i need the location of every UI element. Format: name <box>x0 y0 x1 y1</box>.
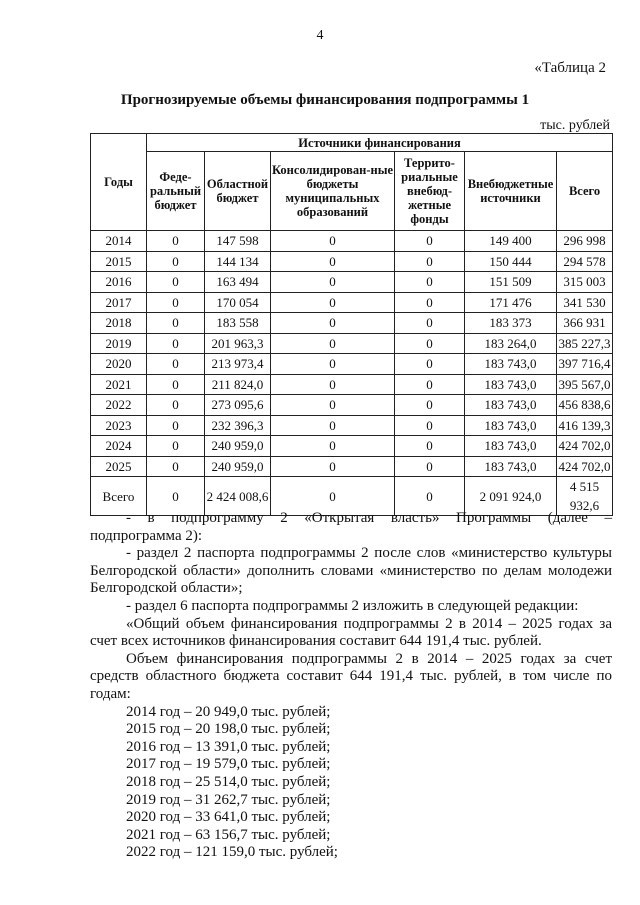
cell-municipal: 0 <box>271 272 395 293</box>
cell-regional: 232 396,3 <box>205 415 271 436</box>
table-row <box>91 292 613 313</box>
cell-year: 2017 <box>91 292 147 313</box>
cell-total: 4 515 932,6 <box>557 477 613 516</box>
body-text <box>90 510 612 862</box>
cell-total: 341 530 <box>557 292 613 313</box>
cell-extrabudgetary: 183 743,0 <box>465 415 557 436</box>
cell-total: 424 702,0 <box>557 436 613 457</box>
cell-municipal: 0 <box>271 415 395 436</box>
table-label: «Таблица 2 <box>534 60 606 76</box>
cell-municipal: 0 <box>271 251 395 272</box>
group-header-sources: Источники финансирования <box>147 134 613 152</box>
cell-total: 294 578 <box>557 251 613 272</box>
cell-federal: 0 <box>147 272 205 293</box>
cell-year: 2021 <box>91 374 147 395</box>
cell-regional: 240 959,0 <box>205 456 271 477</box>
cell-federal: 0 <box>147 313 205 334</box>
cell-regional: 201 963,3 <box>205 333 271 354</box>
cell-extrabudgetary: 151 509 <box>465 272 557 293</box>
cell-total: 296 998 <box>557 231 613 252</box>
year-line: 2019 год – 31 262,7 тыс. рублей; <box>126 791 331 808</box>
cell-regional: 211 824,0 <box>205 374 271 395</box>
cell-territorial-funds: 0 <box>395 374 465 395</box>
cell-year: 2018 <box>91 313 147 334</box>
cell-municipal: 0 <box>271 374 395 395</box>
cell-total: 424 702,0 <box>557 456 613 477</box>
paragraph-section-6: - раздел 6 паспорта подпрограммы 2 изложить в следующей редакции: <box>126 597 579 614</box>
year-line: 2014 год – 20 949,0 тыс. рублей; <box>126 703 331 720</box>
cell-total: 385 227,3 <box>557 333 613 354</box>
cell-extrabudgetary: 149 400 <box>465 231 557 252</box>
cell-total: 456 838,6 <box>557 395 613 416</box>
col-header-extrabudgetary: Внебюджетные источники <box>465 152 557 231</box>
cell-extrabudgetary: 183 373 <box>465 313 557 334</box>
cell-municipal: 0 <box>271 292 395 313</box>
cell-year: Всего <box>91 477 147 516</box>
cell-regional: 240 959,0 <box>205 436 271 457</box>
year-line: 2021 год – 63 156,7 тыс. рублей; <box>126 826 331 843</box>
cell-federal: 0 <box>147 333 205 354</box>
cell-municipal: 0 <box>271 354 395 375</box>
table-row <box>91 456 613 477</box>
cell-federal: 0 <box>147 292 205 313</box>
cell-extrabudgetary: 183 743,0 <box>465 374 557 395</box>
year-line: 2017 год – 19 579,0 тыс. рублей; <box>126 756 331 773</box>
cell-year: 2024 <box>91 436 147 457</box>
cell-regional: 144 134 <box>205 251 271 272</box>
year-line: 2022 год – 121 159,0 тыс. рублей; <box>126 844 338 861</box>
cell-territorial-funds: 0 <box>395 456 465 477</box>
cell-territorial-funds: 0 <box>395 436 465 457</box>
cell-federal: 0 <box>147 436 205 457</box>
cell-regional: 273 095,6 <box>205 395 271 416</box>
cell-year: 2023 <box>91 415 147 436</box>
table-title: Прогнозируемые объемы финансирования подпрограммы 1 <box>120 92 530 108</box>
cell-regional: 147 598 <box>205 231 271 252</box>
year-line: 2016 год – 13 391,0 тыс. рублей; <box>126 738 331 755</box>
cell-year: 2019 <box>91 333 147 354</box>
col-header-federal: Феде-ральный бюджет <box>147 152 205 231</box>
cell-extrabudgetary: 150 444 <box>465 251 557 272</box>
year-list <box>126 704 612 862</box>
cell-municipal: 0 <box>271 231 395 252</box>
cell-federal: 0 <box>147 395 205 416</box>
cell-total: 315 003 <box>557 272 613 293</box>
paragraph-section-2: - раздел 2 паспорта подпрограммы 2 после слов «министерство культуры Белгородской области» дополнить словами «министерство по делам молодежи Белгородской области»; <box>90 545 612 597</box>
cell-extrabudgetary: 171 476 <box>465 292 557 313</box>
col-header-municipal: Консолидирован-ные бюджеты муниципальных образований <box>271 152 395 231</box>
table-row <box>91 313 613 334</box>
cell-regional: 2 424 008,6 <box>205 477 271 516</box>
table-row <box>91 415 613 436</box>
cell-extrabudgetary: 183 264,0 <box>465 333 557 354</box>
table-row <box>91 374 613 395</box>
cell-regional: 213 973,4 <box>205 354 271 375</box>
cell-municipal: 0 <box>271 313 395 334</box>
table-row <box>91 395 613 416</box>
year-line: 2018 год – 25 514,0 тыс. рублей; <box>126 773 331 790</box>
cell-territorial-funds: 0 <box>395 395 465 416</box>
cell-territorial-funds: 0 <box>395 333 465 354</box>
cell-extrabudgetary: 183 743,0 <box>465 354 557 375</box>
cell-federal: 0 <box>147 477 205 516</box>
cell-year: 2020 <box>91 354 147 375</box>
cell-year: 2016 <box>91 272 147 293</box>
cell-territorial-funds: 0 <box>395 313 465 334</box>
paragraph-subprogram-2-cont: подпрограмма 2): <box>90 527 203 544</box>
cell-municipal: 0 <box>271 395 395 416</box>
cell-year: 2015 <box>91 251 147 272</box>
year-line: 2015 год – 20 198,0 тыс. рублей; <box>126 721 331 738</box>
cell-territorial-funds: 0 <box>395 231 465 252</box>
cell-municipal: 0 <box>271 333 395 354</box>
units-label: тыс. рублей <box>540 118 610 133</box>
cell-territorial-funds: 0 <box>395 354 465 375</box>
col-header-total: Всего <box>557 152 613 231</box>
table-row <box>91 436 613 457</box>
cell-extrabudgetary: 183 743,0 <box>465 436 557 457</box>
cell-total: 395 567,0 <box>557 374 613 395</box>
table-row <box>91 231 613 252</box>
cell-federal: 0 <box>147 354 205 375</box>
year-line: 2020 год – 33 641,0 тыс. рублей; <box>126 809 331 826</box>
cell-federal: 0 <box>147 374 205 395</box>
page-number: 4 <box>316 28 324 43</box>
cell-federal: 0 <box>147 231 205 252</box>
table-row <box>91 251 613 272</box>
table-row <box>91 354 613 375</box>
cell-year: 2025 <box>91 456 147 477</box>
cell-extrabudgetary: 2 091 924,0 <box>465 477 557 516</box>
paragraph-regional-volume: Объем финансирования подпрограммы 2 в 2014 – 2025 годах за счет средств областного бюджета составит 644 191,4 тыс. рублей, в том числе по годам: <box>90 650 612 702</box>
table-row <box>91 272 613 293</box>
cell-regional: 163 494 <box>205 272 271 293</box>
cell-territorial-funds: 0 <box>395 415 465 436</box>
col-header-territorial-funds: Террито-риальные внебюд-жетные фонды <box>395 152 465 231</box>
cell-federal: 0 <box>147 251 205 272</box>
cell-total: 366 931 <box>557 313 613 334</box>
table-body <box>91 231 613 516</box>
cell-regional: 170 054 <box>205 292 271 313</box>
cell-extrabudgetary: 183 743,0 <box>465 395 557 416</box>
cell-municipal: 0 <box>271 477 395 516</box>
cell-territorial-funds: 0 <box>395 272 465 293</box>
cell-year: 2014 <box>91 231 147 252</box>
cell-year: 2022 <box>91 395 147 416</box>
cell-total: 397 716,4 <box>557 354 613 375</box>
paragraph-total-volume: «Общий объем финансирования подпрограммы 2 в 2014 – 2025 годах за счет всех источников финансирования составит 644 191,4 тыс. рублей. <box>90 615 612 650</box>
cell-territorial-funds: 0 <box>395 251 465 272</box>
cell-federal: 0 <box>147 415 205 436</box>
cell-total: 416 139,3 <box>557 415 613 436</box>
cell-territorial-funds: 0 <box>395 292 465 313</box>
financing-table <box>90 133 613 516</box>
cell-municipal: 0 <box>271 436 395 457</box>
cell-municipal: 0 <box>271 456 395 477</box>
paragraph-subprogram-2: - в подпрограмму 2 «Открытая власть» Программы (далее – <box>126 510 612 526</box>
cell-territorial-funds: 0 <box>395 477 465 516</box>
table-row <box>91 333 613 354</box>
cell-regional: 183 558 <box>205 313 271 334</box>
cell-federal: 0 <box>147 456 205 477</box>
cell-extrabudgetary: 183 743,0 <box>465 456 557 477</box>
col-header-regional: Областной бюджет <box>205 152 271 231</box>
col-header-years: Годы <box>91 134 147 231</box>
